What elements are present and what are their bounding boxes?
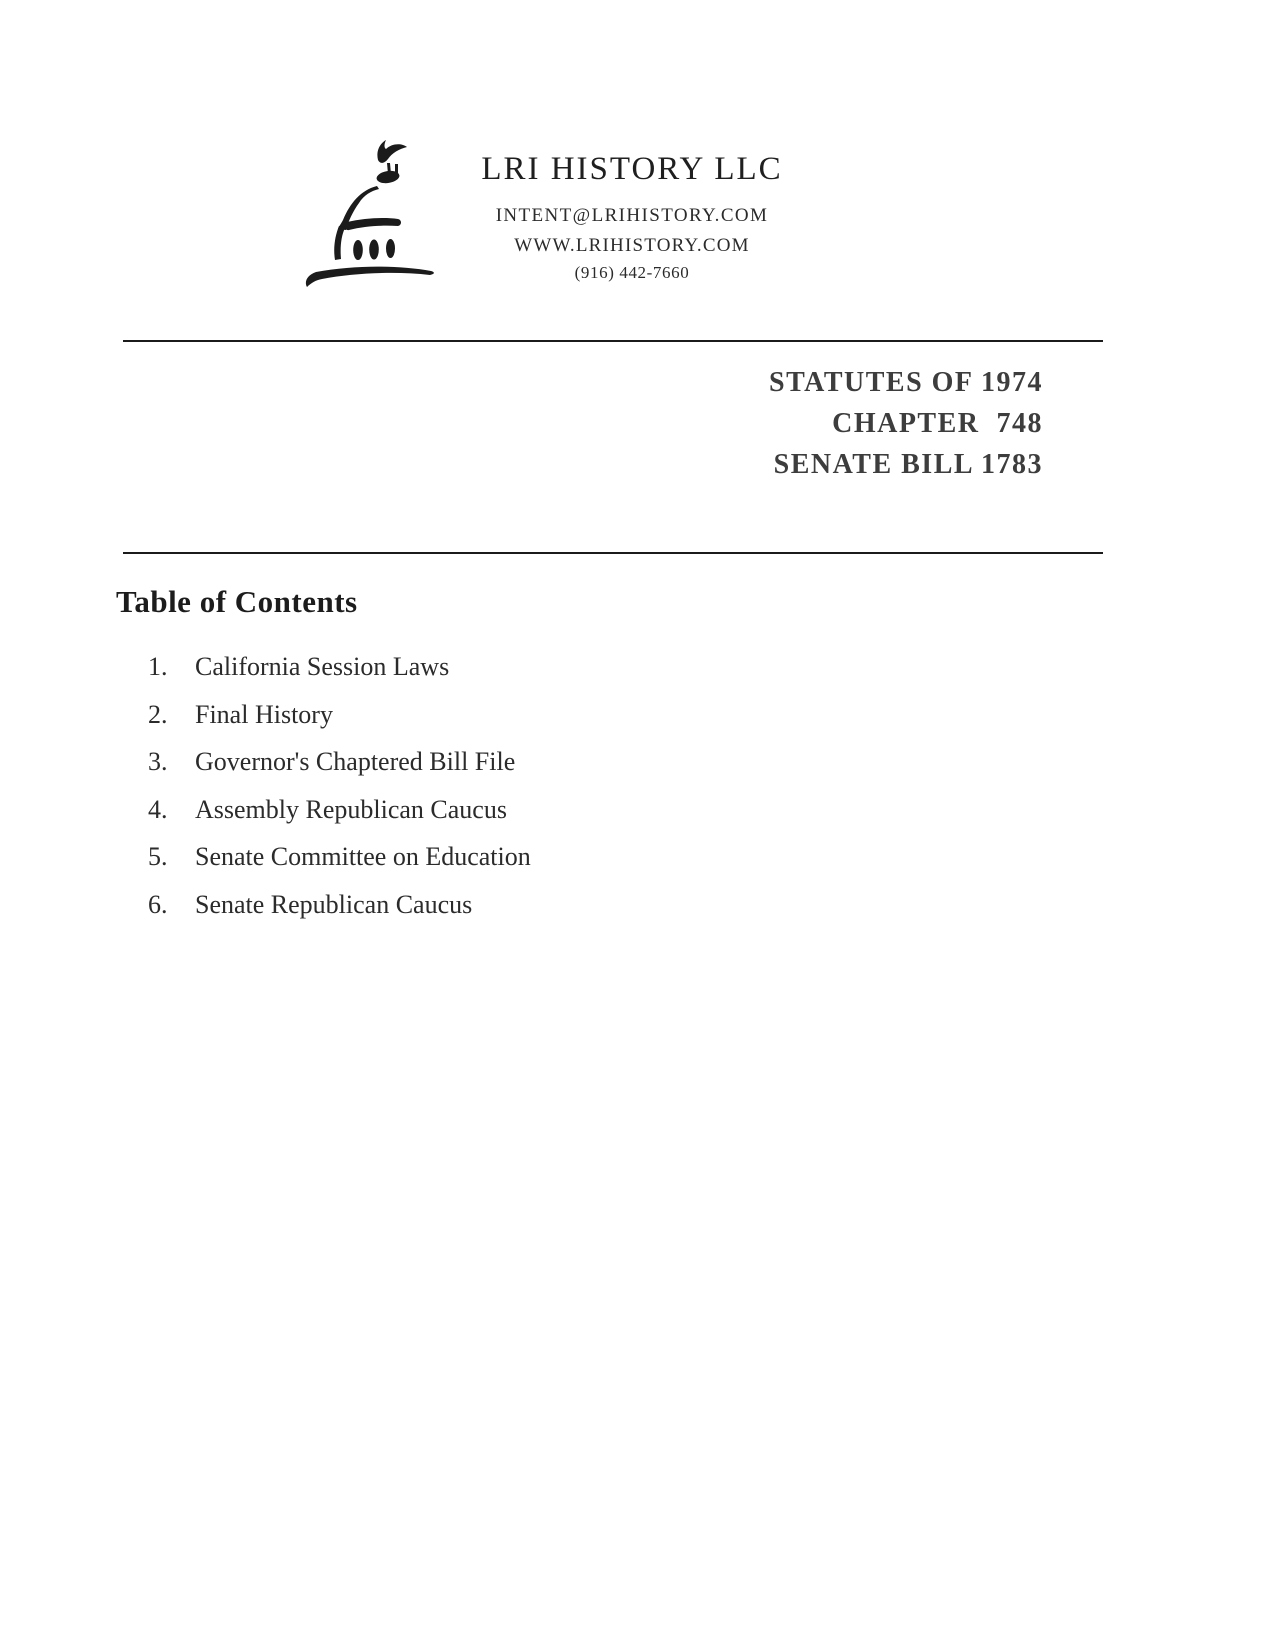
toc-item — [148, 747, 531, 795]
toc-item-label: Senate Republican Caucus — [195, 889, 473, 919]
company-email: INTENT@LRIHISTORY.COM — [495, 205, 769, 226]
toc-item-label: Senate Committee on Education — [195, 842, 531, 871]
toc-item-number: 5. — [148, 842, 168, 871]
horizontal-rule-top — [123, 340, 1103, 342]
company-website: WWW.LRIHISTORY.COM — [514, 235, 750, 256]
statutes-line: STATUTES OF 1974 — [769, 367, 1043, 398]
company-phone: (916) 442-7660 — [574, 263, 690, 282]
toc-title: Table of Contents — [116, 584, 358, 619]
toc-item-label: Assembly Republican Caucus — [195, 794, 507, 824]
toc-item — [148, 795, 531, 843]
toc-item-label: California Session Laws — [195, 652, 450, 681]
toc-item — [148, 700, 531, 748]
senate-bill-line: SENATE BILL 1783 — [773, 449, 1043, 480]
toc-item-number: 4. — [148, 794, 168, 824]
toc-item-number: 6. — [148, 889, 168, 919]
toc-item — [148, 842, 531, 890]
company-name: LRI HISTORY LLC — [481, 151, 783, 187]
toc-item — [148, 652, 531, 700]
toc-item-number: 2. — [148, 699, 168, 729]
toc-item-label: Final History — [195, 699, 333, 729]
horizontal-rule-bottom — [123, 552, 1103, 554]
toc-list — [148, 652, 531, 937]
toc-item-number: 3. — [148, 747, 168, 776]
toc-item — [148, 890, 531, 938]
capitol-dome-icon — [292, 126, 452, 296]
toc-item-label: Governor's Chaptered Bill File — [195, 747, 516, 776]
chapter-line: CHAPTER 748 — [832, 408, 1043, 439]
toc-item-number: 1. — [148, 652, 168, 681]
bill-reference-block — [769, 362, 1043, 485]
